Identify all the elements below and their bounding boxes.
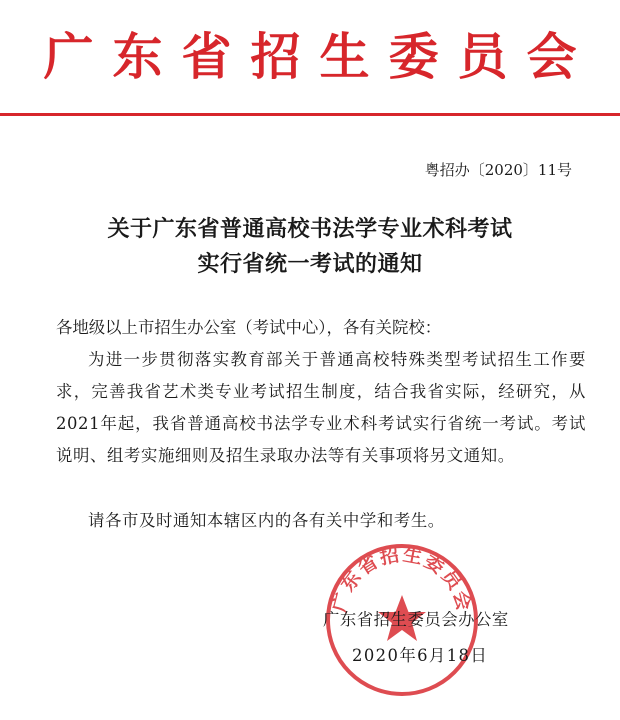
- issue-date: 2020年6月18日: [352, 646, 489, 665]
- letterhead-title: 广东省招生委员会: [43, 27, 596, 86]
- document-number: 粤招办〔2020〕11号: [424, 161, 572, 179]
- document-title-line-2: 实行省统一考试的通知: [197, 251, 423, 277]
- body-paragraph-2: 请各市及时通知本辖区内的各有关中学和考生。: [88, 511, 445, 530]
- document-title-line-1: 关于广东省普通高校书法学专业术科考试: [107, 216, 513, 242]
- seal-text: 广东省招生委员会: [328, 543, 476, 615]
- salutation: 各地级以上市招生办公室（考试中心），各有关院校：: [56, 318, 442, 337]
- letterhead-rule: [0, 113, 620, 116]
- body-paragraph-1: 为进一步贯彻落实教育部关于普通高校特殊类型考试招生工作要求，完善我省艺术类专业考试招生制度，结合我省实际，经研究，从2021年起，我省普通高校书法学专业术科考试实行省统一考试。考试说明、组考实施细则及招生录取办法等有关事项将另文通知。: [56, 350, 586, 465]
- issuer-signature: 广东省招生委员会办公室: [323, 610, 509, 629]
